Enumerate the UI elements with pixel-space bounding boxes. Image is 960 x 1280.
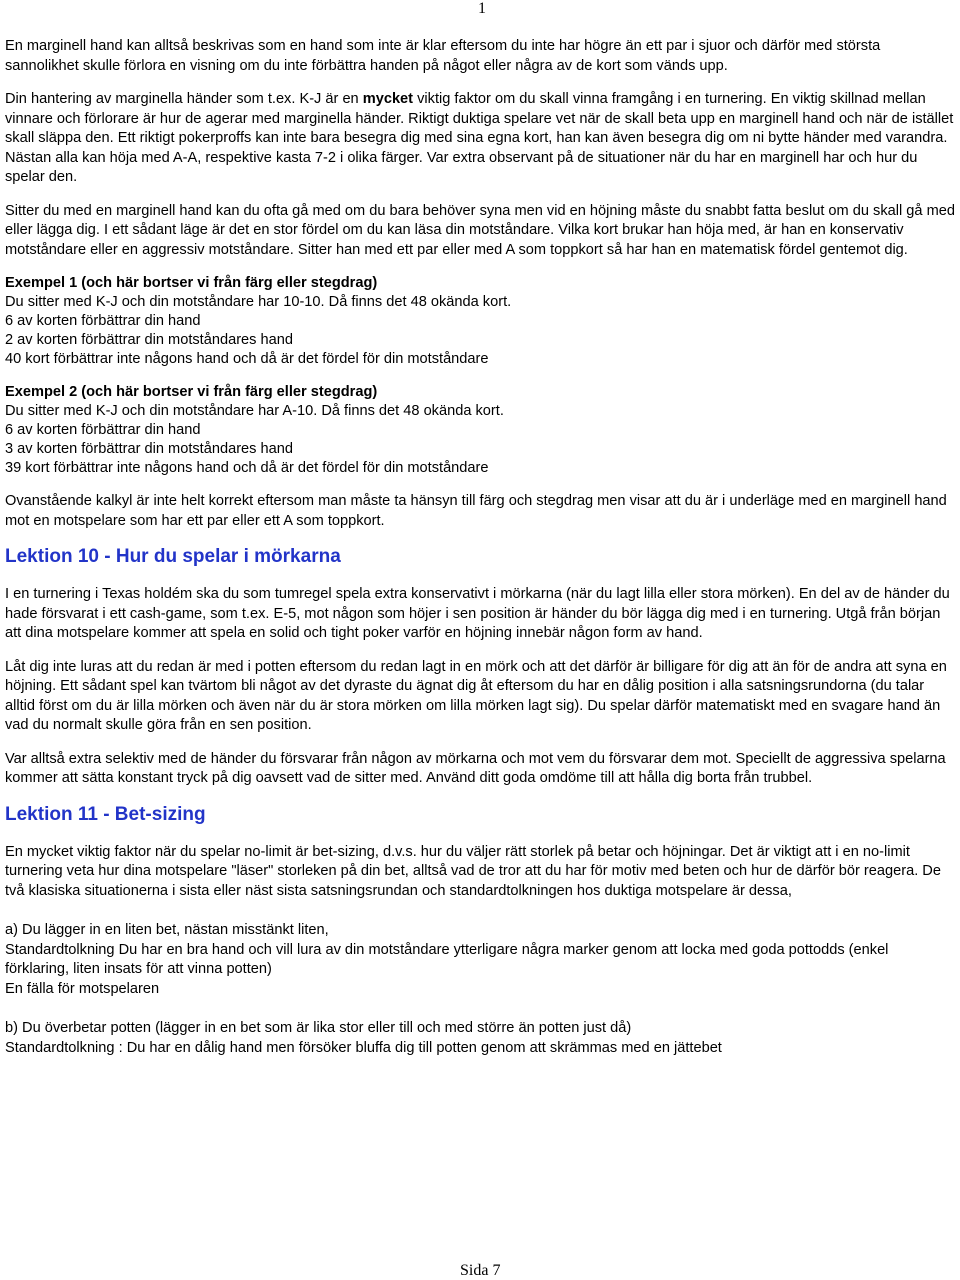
lesson-11-case-a xyxy=(5,921,956,999)
case-a-line: Standardtolkning Du har en bra hand och vill lura av din motståndare ytterligare några marker genom att locka med goda pottodds (enkel förklaring, liten insats för att vinna potten) xyxy=(5,941,889,977)
lesson-10-paragraph-3: Var alltså extra selektiv med de händer du försvarar från någon av mörkarna och mot vem du försvarar dem mot. Speciellt de aggressiva spelarna kommer att sätta konstant tryck på dig oavsett vad de sitter med. Använd ditt goda omdöme till att hålla dig borta från trubbel. xyxy=(5,750,946,786)
case-b-line: b) Du överbetar potten (lägger in en bet som är lika stor eller till och med större än potten just då) xyxy=(5,1020,632,1036)
lesson-10-paragraph-2: Låt dig inte luras att du redan är med i potten eftersom du redan lagt in en mörk och att det därför är billigare för dig att än för de andra att syna en höjning. Ett sådant spel kan tvärtom bli något av det dyraste du ägnat dig åt eftersom du har en dålig position i alla satsningsrundorna (du talar alltid först om du är lilla mörken och även när du är stora mörken om lilla mörken lagt sig). Du spelar därför matematiskt med en svagare hand än vad du normalt skulle göra från en sen position. xyxy=(5,658,947,733)
intro-p2-after: viktig faktor om du skall vinna framgång i en turnering. En viktig skillnad mellan vinnare och förlorare är hur de agerar med marginella händer. Riktigt duktiga spelare vet när de skall beta upp en marginell hand och när de istället skall släppa den. Ett riktigt pokerproffs kan inte bara besegra dig med sina egna kort, han kan även besegra dig om ni bytte händer med varandra. Nästan alla kan höja med A-A, respektive kasta 7-2 i olika färger. Var extra observant på de situationer när du har en marginell har och hur du spelar den. xyxy=(5,91,954,185)
example-1-line: 40 kort förbättrar inte någons hand och då är det fördel för din motståndare xyxy=(5,351,489,367)
intro-p2-before: Din hantering av marginella händer som t.ex. K-J är en xyxy=(5,91,363,107)
example-1-line: Du sitter med K-J och din motståndare har 10-10. Då finns det 48 okända kort. xyxy=(5,294,512,310)
intro-paragraph-3: Sitter du med en marginell hand kan du ofta gå med om du bara behöver syna men vid en höjning måste du snabbt fatta beslut om du skall gå med eller lägga dig. I ett sådant läge är det en stor fördel om du kan läsa din motståndare. Vilka kort brukar han höja med, är han en konservativ motståndare eller en aggressiv motståndare. Sitter han med ett par eller med A som toppkort så har han en matematisk fördel gentemot dig. xyxy=(5,202,955,258)
page-footer: Sida 7 xyxy=(460,1262,501,1279)
example-2-line: 6 av korten förbättrar din hand xyxy=(5,422,201,438)
lesson-10-heading: Lektion 10 - Hur du spelar i mörkarna xyxy=(5,546,341,567)
case-b-line: Standardtolkning : Du har en dålig hand men försöker bluffa dig till potten genom att skrämmas med en jättebet xyxy=(5,1039,722,1056)
case-a-line: En fälla för motspelaren xyxy=(5,980,160,997)
example-2 xyxy=(5,383,956,478)
lesson-11-paragraph-1: En mycket viktig faktor när du spelar no-limit är bet-sizing, d.v.s. hur du väljer rätt storlek på betar och höjningar. Det är viktigt att i en no-limit turnering veta hur dina motspelare "läser" storleken på din bet, alltså vad de tror att du har för motiv med beten och hur de därför bör reagera. De två klasiska situationerna i sista eller näst sista satsningsrundan och standardtolkningen hos duktiga motspelare är dessa, xyxy=(5,843,941,899)
summary-paragraph: Ovanstående kalkyl är inte helt korrekt eftersom man måste ta hänsyn till färg och stegdrag men visar att du är i underläge med en marginell hand mot en motspelare som har ett par eller ett A som toppkort. xyxy=(5,493,947,529)
lesson-11-heading: Lektion 11 - Bet-sizing xyxy=(5,803,206,825)
page-number: 1 xyxy=(478,0,486,17)
example-2-line: Du sitter med K-J och din motståndare har A-10. Då finns det 48 okända kort. xyxy=(5,403,504,419)
lesson-11-case-b xyxy=(5,1019,956,1058)
lesson-10-paragraph-1: I en turnering i Texas holdém ska du som tumregel spela extra konservativt i mörkarna (när du lagt lilla eller stora mörken). En del av de händer du hade försvarat i ett cash-game, som t.ex. E-5, mot någon som höjer i sen position är händer du bör lägga dig med i en turnering. Utgå från början att dina motspelare kommer att spela en solid och tight poker varför en höjning innebär någon form av hand. xyxy=(5,586,950,641)
document-body xyxy=(5,37,956,1072)
case-a-line: a) Du lägger in en liten bet, nästan misstänkt liten, xyxy=(5,922,329,938)
example-1 xyxy=(5,274,956,369)
example-2-line: 39 kort förbättrar inte någons hand och då är det fördel för din motståndare xyxy=(5,460,489,476)
intro-p2-bold: mycket xyxy=(362,91,414,107)
intro-paragraph-2 xyxy=(5,90,956,188)
example-1-title: Exempel 1 (och här bortser vi från färg eller stegdrag) xyxy=(5,275,378,291)
example-2-title: Exempel 2 (och här bortser vi från färg eller stegdrag) xyxy=(5,384,378,400)
intro-paragraph-1: En marginell hand kan alltså beskrivas som en hand som inte är klar eftersom du inte har högre än ett par i sjuor och därför med största sannolikhet skulle förlora en visning om du inte förbättra handen på något eller några av de kort som vänds upp. xyxy=(5,38,881,74)
example-1-line: 2 av korten förbättrar din motståndares hand xyxy=(5,332,293,348)
example-1-line: 6 av korten förbättrar din hand xyxy=(5,313,201,329)
example-2-line: 3 av korten förbättrar din motståndares hand xyxy=(5,441,293,457)
